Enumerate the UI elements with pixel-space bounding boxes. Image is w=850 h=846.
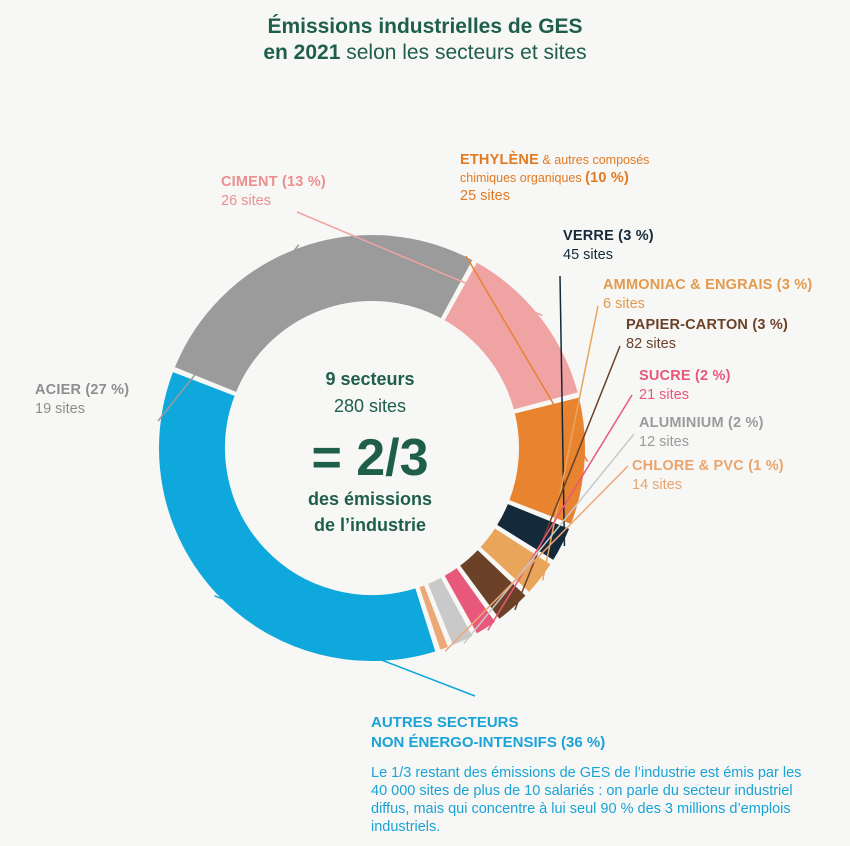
title-subtitle: selon les secteurs et sites	[340, 41, 587, 64]
label-chlore-name: CHLORE & PVC (1 %)	[632, 458, 784, 474]
center-sectors: 9 secteurs	[325, 369, 415, 389]
label-acier-sites: 19 sites	[35, 401, 85, 417]
label-aluminium	[639, 414, 764, 452]
label-ciment-name: CIMENT (13 %)	[221, 174, 326, 190]
label-verre	[563, 227, 654, 265]
center-desc-2: de l’industrie	[313, 515, 427, 535]
label-verre-sites: 45 sites	[563, 247, 613, 263]
label-ethylene-extra-2: chimiques organiques	[460, 171, 586, 185]
title-line1: Émissions industrielles de GES	[267, 15, 583, 38]
label-ciment	[221, 173, 326, 211]
label-ammoniac-name: AMMONIAC & ENGRAIS (3 %)	[603, 277, 813, 293]
label-autres	[371, 713, 605, 753]
label-acier-name: ACIER (27 %)	[35, 382, 130, 398]
label-ciment-sites: 26 sites	[221, 193, 271, 209]
label-verre-name: VERRE (3 %)	[563, 228, 654, 244]
label-ethylene-name: ETHYLÈNE	[460, 152, 539, 168]
label-sucre-sites: 21 sites	[639, 387, 689, 403]
title-year: en 2021	[263, 41, 341, 64]
label-chlore-sites: 14 sites	[632, 477, 682, 493]
label-sucre	[639, 367, 731, 405]
center-desc-1: des émissions	[307, 489, 433, 509]
label-papier	[626, 316, 788, 354]
label-papier-sites: 82 sites	[626, 336, 676, 352]
center-sites: 280 sites	[333, 396, 407, 416]
label-aluminium-sites: 12 sites	[639, 434, 689, 450]
label-ethylene-pct: (10 %)	[585, 170, 629, 186]
label-sucre-name: SUCRE (2 %)	[639, 368, 731, 384]
label-autres-note: Le 1/3 restant des émissions de GES de l’industrie est émis par les 40 000 sites de plus de 10 salariés : on parle du secteur industriel diffus, mais qui concentre à lui seul 90 % des 3 millions d’emplois industriels.	[371, 765, 802, 835]
label-ethylene	[460, 151, 649, 206]
label-papier-name: PAPIER-CARTON (3 %)	[626, 317, 788, 333]
label-autres-line-1: AUTRES SECTEURS	[371, 714, 519, 731]
label-aluminium-name: ALUMINIUM (2 %)	[639, 415, 764, 431]
label-ammoniac-sites: 6 sites	[603, 296, 645, 312]
label-ethylene-extra-1: & autres composés	[538, 153, 650, 167]
label-acier	[35, 381, 129, 419]
label-ammoniac	[603, 276, 812, 314]
label-chlore	[632, 457, 784, 495]
center-fraction: = 2/3	[311, 429, 429, 487]
label-autres-line-2: NON ÉNERGO-INTENSIFS (36 %)	[371, 734, 606, 751]
label-ethylene-sites: 25 sites	[460, 188, 510, 204]
slice-ciment	[443, 261, 579, 410]
